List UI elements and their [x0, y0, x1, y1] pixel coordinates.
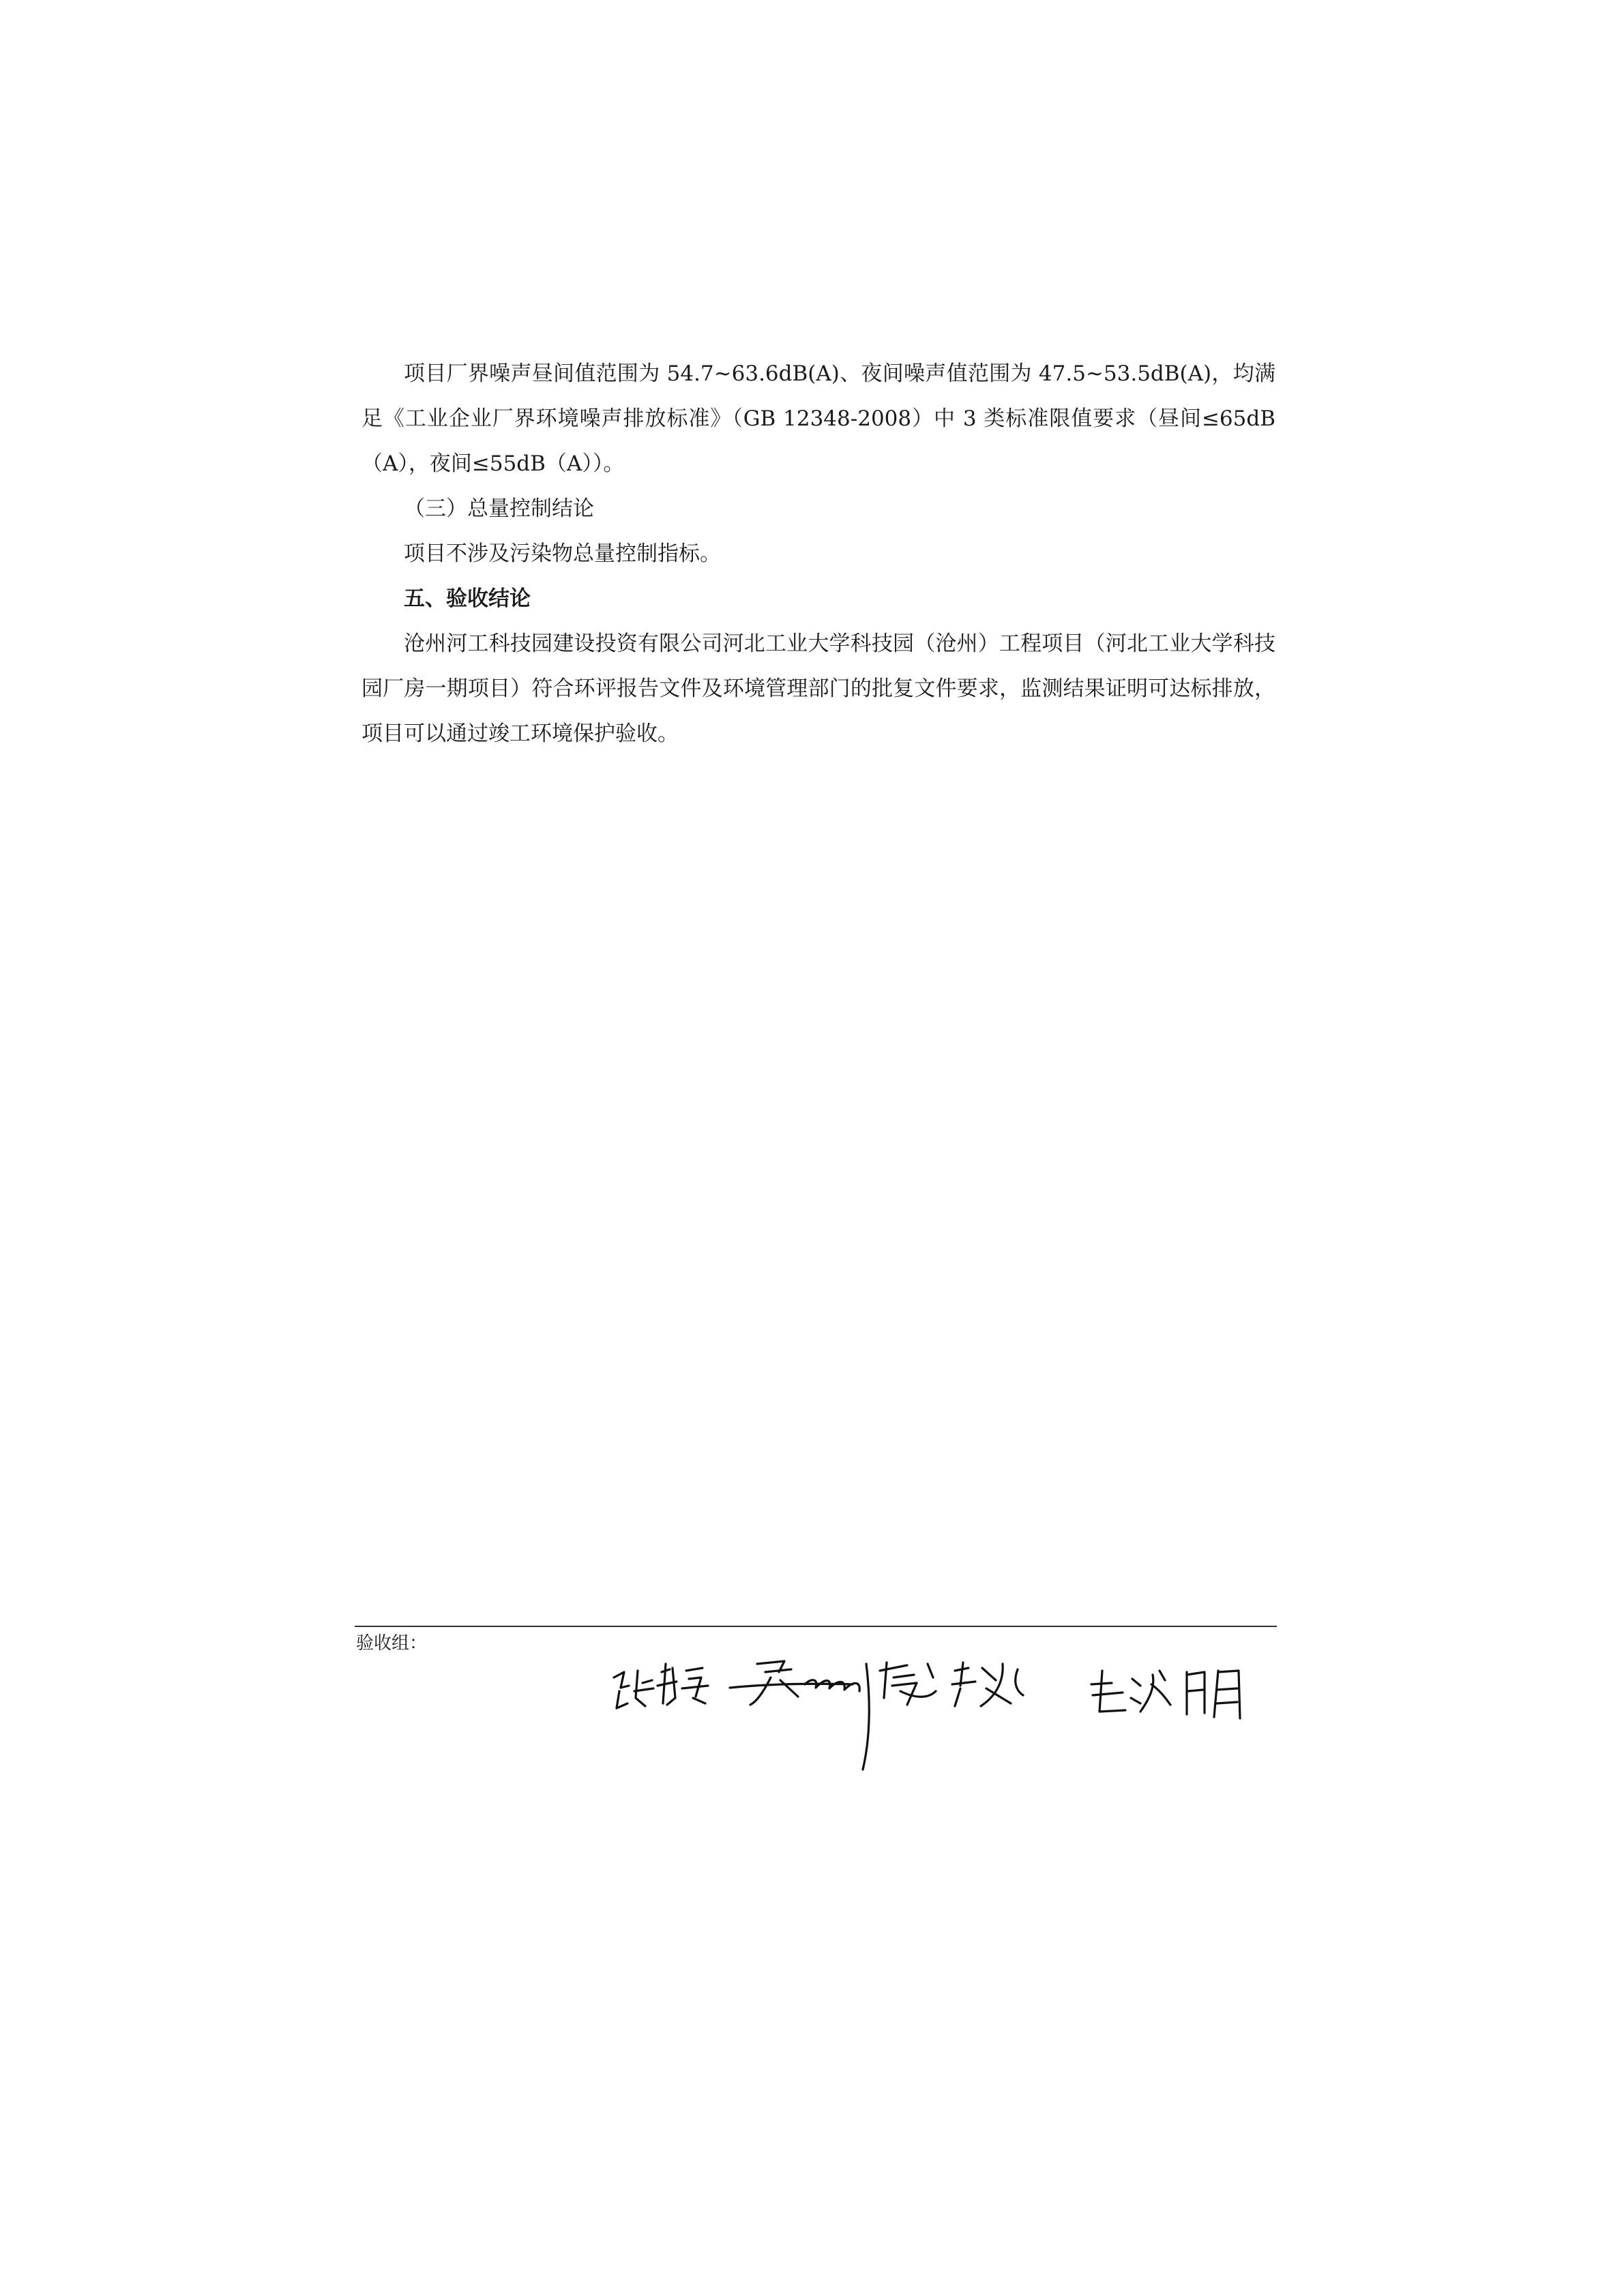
signature-1	[614, 1664, 708, 1708]
signature-4	[1091, 1671, 1240, 1718]
acceptance-group-label: 验收组：	[356, 1633, 428, 1654]
handwritten-signatures	[587, 1623, 1323, 1773]
acceptance-conclusion-heading: 五、验收结论	[404, 586, 531, 611]
acceptance-conclusion-paragraph: 沧州河工科技园建设投资有限公司河北工业大学科技园（沧州）工程项目（河北工业大学科技园厂房一期项目）符合环评报告文件及环境管理部门的批复文件要求，监测结果证明可达标排放，项目可以通过竣工环境保护验收。	[361, 631, 1275, 746]
total-control-paragraph: 项目不涉及污染物总量控制指标。	[404, 541, 721, 566]
signature-area	[587, 1623, 1323, 1773]
signature-3	[952, 1663, 1023, 1706]
document-body	[361, 351, 1275, 756]
signature-2	[730, 1661, 936, 1770]
total-control-heading: （三）总量控制结论	[404, 496, 594, 521]
noise-conclusion-paragraph: 项目厂界噪声昼间值范围为 54.7~63.6dB(A)、夜间噪声值范围为 47.5~53.5dB(A)，均满足《工业企业厂界环境噪声排放标准》（GB 12348-2008）中 3 类标准限值要求（昼间≤65dB（A），夜间≤55dB（A））。	[361, 361, 1275, 476]
